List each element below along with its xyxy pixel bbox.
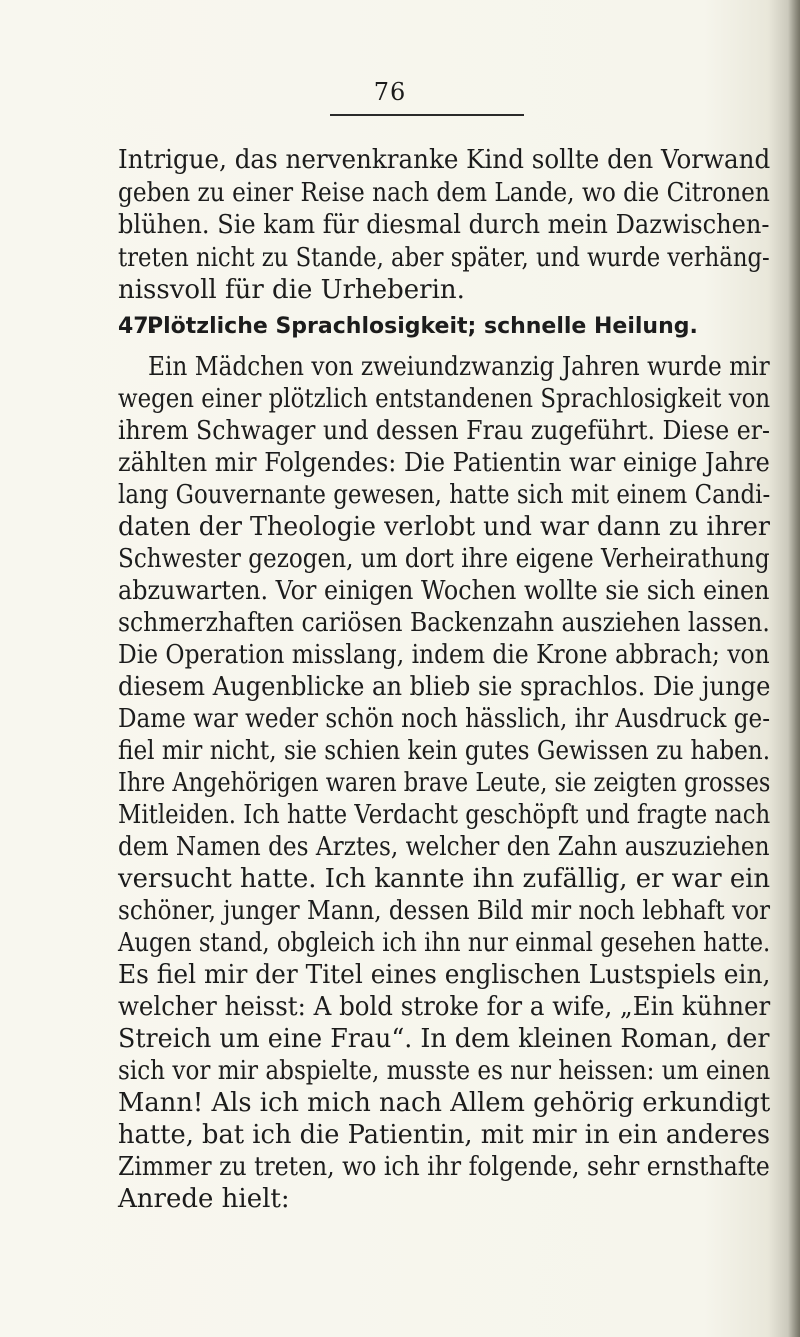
text-line: Mann! Als ich mich nach Allem gehörig erkundigt	[118, 1088, 771, 1118]
page-edge-shadow	[788, 0, 800, 1337]
text-line: diesem Augenblicke an blieb sie sprachlos. Die junge	[118, 672, 771, 702]
text-line: Ihre Angehörigen waren brave Leute, sie zeigten grosses	[118, 768, 771, 798]
text-line: lang Gouvernante gewesen, hatte sich mit einem Candi-	[118, 480, 771, 510]
text-line: Die Operation misslang, indem die Krone abbrach; von	[118, 640, 770, 670]
text-line: schmerzhaften cariösen Backenzahn ausziehen lassen.	[118, 608, 770, 638]
text-line: wegen einer plötzlich entstandenen Sprachlosigkeit von	[118, 384, 771, 414]
text-line: nissvoll für die Urheberin.	[118, 275, 465, 305]
text-line: Zimmer zu treten, wo ich ihr folgende, sehr ernsthafte	[118, 1152, 770, 1182]
text-line: Augen stand, obgleich ich ihn nur einmal gesehen hatte.	[118, 928, 771, 958]
text-line: zählten mir Folgendes: Die Patientin war einige Jahre	[118, 448, 770, 478]
text-line: schöner, junger Mann, dessen Bild mir noch lebhaft vor	[118, 896, 771, 926]
text-line: Mitleiden. Ich hatte Verdacht geschöpft und fragte nach	[118, 800, 771, 830]
text-line: welcher heisst: A bold stroke for a wife, „Ein kühner	[118, 992, 771, 1022]
text-line: hatte, bat ich die Patientin, mit mir in ein anderes	[118, 1120, 771, 1150]
text-line: blühen. Sie kam für diesmal durch mein Dazwischen-	[118, 210, 770, 240]
text-line: Dame war weder schön noch hässlich, ihr Ausdruck ge-	[118, 704, 770, 734]
text-line: Schwester gezogen, um dort ihre eigene Verheirathung	[118, 544, 770, 574]
text-line: abzuwarten. Vor einigen Wochen wollte sie sich einen	[118, 576, 770, 606]
text-line: dem Namen des Arztes, welcher den Zahn auszuziehen	[118, 832, 770, 862]
text-line: Intrigue, das nervenkranke Kind sollte den Vorwand	[118, 145, 771, 175]
text-line: fiel mir nicht, sie schien kein gutes Gewissen zu haben.	[118, 736, 771, 766]
text-line: geben zu einer Reise nach dem Lande, wo die Citronen	[118, 178, 770, 208]
text-line: Ein Mädchen von zweiundzwanzig Jahren wurde mir	[148, 352, 770, 382]
text-line: Streich um eine Frau“. In dem kleinen Roman, der	[118, 1024, 770, 1054]
text-line: daten der Theologie verlobt und war dann zu ihrer	[118, 512, 770, 542]
text-line: treten nicht zu Stande, aber später, und wurde verhäng-	[118, 243, 770, 273]
page-number-underline	[330, 114, 524, 116]
text-line: ihrem Schwager und dessen Frau zugeführt. Diese er-	[118, 416, 770, 446]
page-number: 76	[373, 78, 407, 106]
text-line: versucht hatte. Ich kannte ihn zufällig, er war ein	[118, 864, 771, 894]
text-line: Es fiel mir der Titel eines englischen Lustspiels ein,	[118, 960, 771, 990]
text-line: sich vor mir abspielte, musste es nur heissen: um einen	[118, 1056, 771, 1086]
text-line: Anrede hielt:	[118, 1184, 290, 1214]
section-title: Plötzliche Sprachlosigkeit; schnelle Heilung.	[147, 314, 698, 339]
section-number: 47.	[118, 314, 157, 339]
